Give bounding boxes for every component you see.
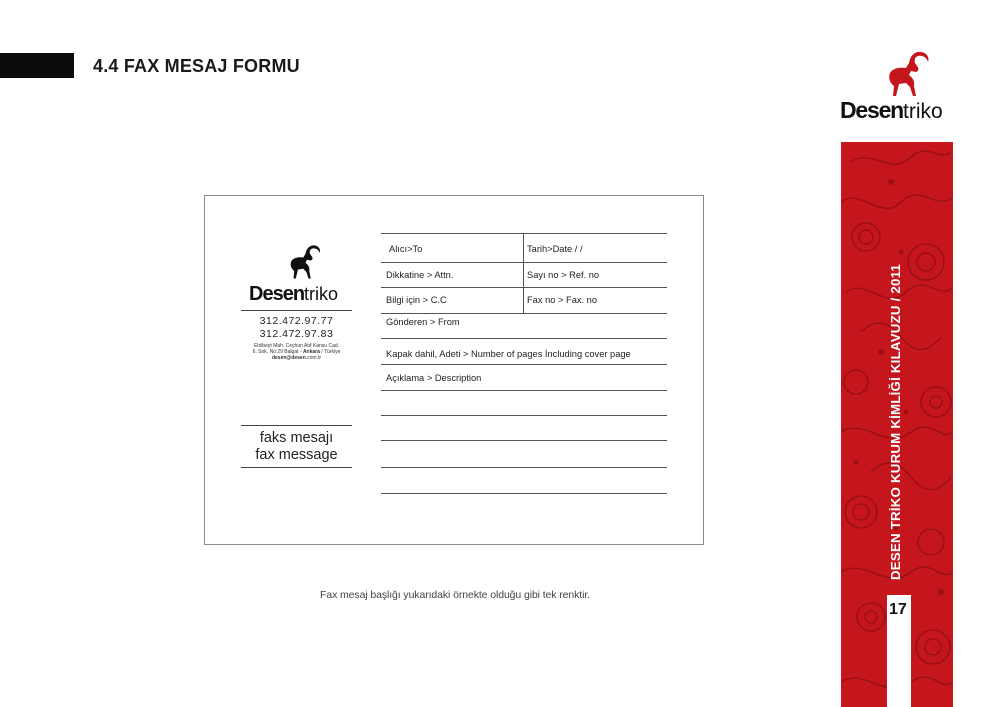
header-black-tab xyxy=(0,53,74,78)
form-column-divider xyxy=(523,233,524,314)
form-line xyxy=(381,364,667,365)
form-line xyxy=(381,493,667,494)
form-brand-wordmark xyxy=(249,283,338,306)
form-line xyxy=(381,287,667,288)
email-bold: desen@desen xyxy=(271,355,306,362)
brand-wordmark-bold: Desen xyxy=(840,97,904,123)
address-block xyxy=(236,343,357,362)
field-from: Gönderen > From xyxy=(386,317,460,327)
goat-logo-icon xyxy=(286,244,322,280)
address-country: / Türkiye xyxy=(319,349,341,356)
field-pages: Kapak dahil, Adeti > Number of pages İncluding cover page xyxy=(386,349,631,359)
address-line-1: Ehlibeyt Mah. Ceyhun Atıf Kansu Cad. xyxy=(253,343,340,349)
field-date: Tarih>Date / / xyxy=(527,244,583,254)
email-line xyxy=(236,355,357,361)
phone-number-1: 312.472.97.77 xyxy=(259,315,334,327)
sidebar-vertical-title: DESEN TRİKO KURUM KİMLİĞİ KILAVUZU / 2011 xyxy=(888,263,903,580)
address-street: 6. Sok. No:29 Balgat - xyxy=(252,349,303,356)
form-wordmark-bold: Desen xyxy=(249,283,305,305)
address-city: Ankara xyxy=(302,349,320,356)
email-rest: .com.tr xyxy=(305,355,322,362)
field-to: Alıcı>To xyxy=(389,244,423,254)
goat-logo-icon xyxy=(884,50,930,98)
field-fax-no: Fax no > Fax. no xyxy=(527,295,598,305)
phone-number-2: 312.472.97.83 xyxy=(259,328,334,340)
form-line xyxy=(381,262,667,263)
form-line xyxy=(381,390,667,391)
form-line xyxy=(381,338,667,339)
page-number: 17 xyxy=(889,601,907,618)
caption-note: Fax mesaj başlığı yukarıdaki örnekte olduğu gibi tek renktir. xyxy=(320,589,590,601)
fax-label-tr: faks mesajı xyxy=(259,430,334,446)
divider xyxy=(241,467,352,468)
field-description: Açıklama > Description xyxy=(386,373,482,383)
field-cc: Bilgi için > C.C xyxy=(386,295,447,305)
fax-label-en: fax message xyxy=(255,447,338,463)
form-line xyxy=(381,440,667,441)
form-line xyxy=(381,233,667,234)
page-title: 4.4 FAX MESAJ FORMU xyxy=(93,56,300,76)
brand-wordmark-light: triko xyxy=(903,100,943,123)
divider xyxy=(241,425,352,426)
form-line xyxy=(381,415,667,416)
form-wordmark-light: triko xyxy=(304,284,339,304)
brand-wordmark xyxy=(840,97,943,124)
divider xyxy=(241,310,352,311)
form-line xyxy=(381,313,667,314)
form-line xyxy=(381,467,667,468)
field-ref: Sayı no > Ref. no xyxy=(527,270,600,280)
field-attn: Dikkatine > Attn. xyxy=(386,270,454,280)
